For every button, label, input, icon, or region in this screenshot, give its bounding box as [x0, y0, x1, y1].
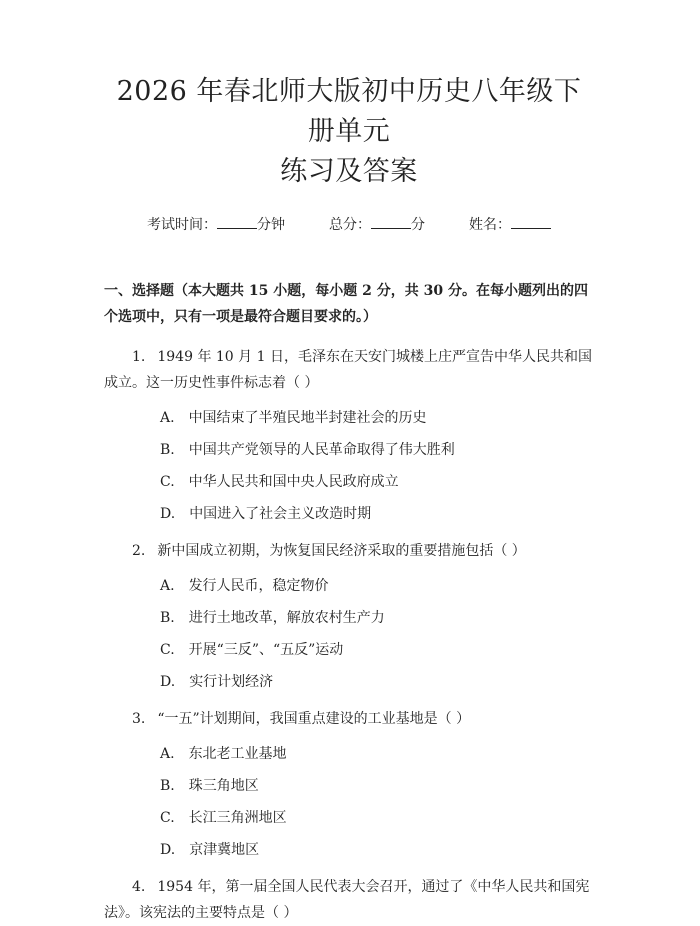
title-line-1: 2026 年春北师大版初中历史八年级下册单元 [116, 76, 582, 147]
option-letter: A. [160, 746, 175, 762]
option-a[interactable] [104, 744, 594, 764]
option-text: 珠三角地区 [188, 778, 259, 794]
total-score-label: 总分： [329, 217, 371, 233]
question-1-options [104, 408, 594, 524]
option-d[interactable] [104, 504, 594, 524]
question-1 [104, 344, 594, 396]
option-a[interactable] [104, 408, 594, 428]
total-score-field [329, 214, 425, 234]
option-b[interactable] [104, 776, 594, 796]
question-4 [104, 874, 594, 926]
option-text: 中国进入了社会主义改造时期 [189, 506, 372, 522]
question-3 [104, 706, 594, 732]
option-letter: D. [160, 506, 176, 522]
option-letter: C. [160, 810, 175, 826]
option-c[interactable] [104, 640, 594, 660]
title-line-2: 练习及答案 [280, 156, 418, 187]
exam-time-blank[interactable] [217, 216, 257, 229]
question-number: 4. [132, 879, 146, 895]
student-name-label: 姓名： [469, 217, 511, 233]
option-d[interactable] [104, 672, 594, 692]
option-letter: D. [160, 842, 176, 858]
exam-meta [104, 214, 594, 234]
option-b[interactable] [104, 608, 594, 628]
option-text: 发行人民币，稳定物价 [188, 578, 329, 594]
question-text: 新中国成立初期，为恢复国民经济采取的重要措施包括（ ） [157, 543, 526, 559]
question-2-options [104, 576, 594, 692]
option-text: 中国结束了半殖民地半封建社会的历史 [188, 410, 427, 426]
option-c[interactable] [104, 472, 594, 492]
option-a[interactable] [104, 576, 594, 596]
option-text: 中国共产党领导的人民革命取得了伟大胜利 [188, 442, 455, 458]
option-letter: B. [160, 778, 175, 794]
total-score-unit: 分 [411, 217, 425, 233]
option-letter: B. [160, 610, 175, 626]
option-letter: C. [160, 474, 175, 490]
option-text: 进行土地改革，解放农村生产力 [188, 610, 385, 626]
student-name-field [469, 214, 551, 234]
option-letter: D. [160, 674, 176, 690]
question-text: “一五”计划期间，我国重点建设的工业基地是（ ） [157, 711, 471, 727]
option-letter: B. [160, 442, 175, 458]
option-letter: A. [160, 410, 175, 426]
option-c[interactable] [104, 808, 594, 828]
option-letter: A. [160, 578, 175, 594]
student-name-blank[interactable] [511, 216, 551, 229]
option-text: 实行计划经济 [189, 674, 274, 690]
option-text: 京津冀地区 [189, 842, 260, 858]
option-text: 长江三角洲地区 [188, 810, 287, 826]
option-text: 开展“三反”、“五反”运动 [188, 642, 344, 658]
option-text: 中华人民共和国中央人民政府成立 [188, 474, 399, 490]
section-heading: 一、选择题（本大题共 15 小题，每小题 2 分，共 30 分。在每小题列出的四个选项中，只有一项是最符合题目要求的。） [104, 283, 588, 325]
question-3-options [104, 744, 594, 860]
option-d[interactable] [104, 840, 594, 860]
option-b[interactable] [104, 440, 594, 460]
question-number: 2. [132, 543, 146, 559]
question-list [104, 344, 594, 926]
question-number: 3. [132, 711, 146, 727]
document-title [104, 72, 594, 192]
exam-time-label: 考试时间： [147, 217, 217, 233]
question-2 [104, 538, 594, 564]
exam-time-field [147, 214, 285, 234]
question-text: 1954 年，第一届全国人民代表大会召开，通过了《中华人民共和国宪法》。该宪法的主要特点是（ ） [104, 879, 590, 921]
option-letter: C. [160, 642, 175, 658]
question-text: 1949 年 10 月 1 日，毛泽东在天安门城楼上庄严宣告中华人民共和国成立。这一历史性事件标志着（ ） [104, 349, 592, 391]
option-text: 东北老工业基地 [188, 746, 287, 762]
total-score-blank[interactable] [371, 216, 411, 229]
exam-time-unit: 分钟 [257, 217, 285, 233]
question-number: 1. [132, 349, 146, 365]
